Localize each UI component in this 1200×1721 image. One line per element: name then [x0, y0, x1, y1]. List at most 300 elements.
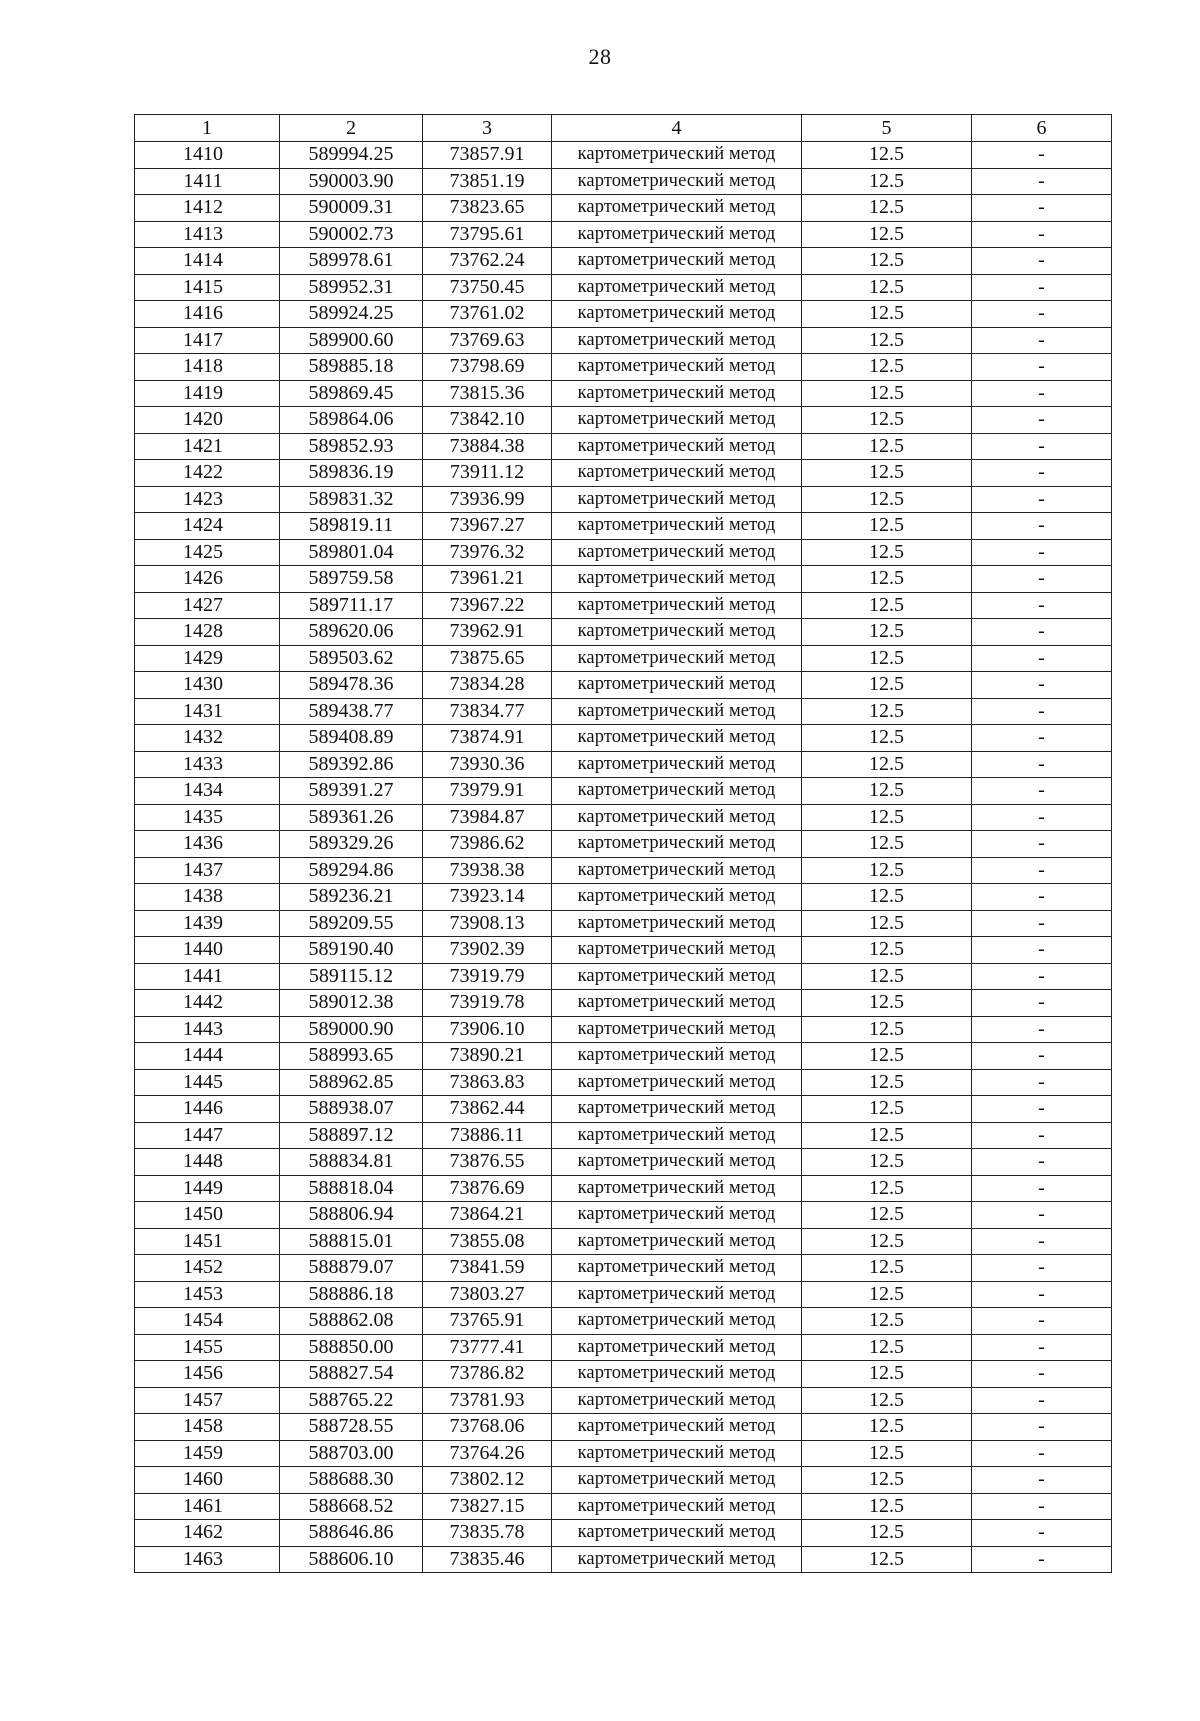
x-coordinate-cell: 589952.31 — [280, 274, 423, 301]
method-cell: картометрический метод — [552, 1546, 802, 1573]
y-coordinate-cell: 73835.78 — [423, 1520, 552, 1547]
note-cell: - — [972, 1069, 1112, 1096]
accuracy-cell: 12.5 — [802, 1387, 972, 1414]
note-cell: - — [972, 380, 1112, 407]
method-cell: картометрический метод — [552, 1387, 802, 1414]
y-coordinate-cell: 73851.19 — [423, 168, 552, 195]
note-cell: - — [972, 645, 1112, 672]
method-cell: картометрический метод — [552, 566, 802, 593]
y-coordinate-cell: 73815.36 — [423, 380, 552, 407]
point-number-cell: 1447 — [135, 1122, 280, 1149]
accuracy-cell: 12.5 — [802, 433, 972, 460]
note-cell: - — [972, 751, 1112, 778]
x-coordinate-cell: 589392.86 — [280, 751, 423, 778]
accuracy-cell: 12.5 — [802, 831, 972, 858]
point-number-cell: 1412 — [135, 195, 280, 222]
y-coordinate-cell: 73979.91 — [423, 778, 552, 805]
accuracy-cell: 12.5 — [802, 1255, 972, 1282]
accuracy-cell: 12.5 — [802, 407, 972, 434]
y-coordinate-cell: 73855.08 — [423, 1228, 552, 1255]
point-number-cell: 1445 — [135, 1069, 280, 1096]
note-cell: - — [972, 1043, 1112, 1070]
y-coordinate-cell: 73876.55 — [423, 1149, 552, 1176]
point-number-cell: 1421 — [135, 433, 280, 460]
y-coordinate-cell: 73919.79 — [423, 963, 552, 990]
accuracy-cell: 12.5 — [802, 751, 972, 778]
coordinates-table — [134, 114, 1112, 1573]
method-cell: картометрический метод — [552, 592, 802, 619]
table-row — [135, 1493, 1112, 1520]
accuracy-cell: 12.5 — [802, 1096, 972, 1123]
table-row — [135, 725, 1112, 752]
y-coordinate-cell: 73906.10 — [423, 1016, 552, 1043]
table-row — [135, 592, 1112, 619]
point-number-cell: 1459 — [135, 1440, 280, 1467]
method-cell: картометрический метод — [552, 1069, 802, 1096]
x-coordinate-cell: 589852.93 — [280, 433, 423, 460]
note-cell: - — [972, 274, 1112, 301]
accuracy-cell: 12.5 — [802, 1016, 972, 1043]
point-number-cell: 1434 — [135, 778, 280, 805]
y-coordinate-cell: 73750.45 — [423, 274, 552, 301]
table-row — [135, 327, 1112, 354]
method-cell: картометрический метод — [552, 910, 802, 937]
table-row — [135, 1361, 1112, 1388]
method-cell: картометрический метод — [552, 301, 802, 328]
x-coordinate-cell: 588938.07 — [280, 1096, 423, 1123]
method-cell: картометрический метод — [552, 1440, 802, 1467]
method-cell: картометрический метод — [552, 831, 802, 858]
table-row — [135, 778, 1112, 805]
table-row — [135, 221, 1112, 248]
x-coordinate-cell: 588728.55 — [280, 1414, 423, 1441]
x-coordinate-cell: 588827.54 — [280, 1361, 423, 1388]
point-number-cell: 1419 — [135, 380, 280, 407]
table-row — [135, 407, 1112, 434]
header-cell-1: 1 — [135, 115, 280, 142]
note-cell: - — [972, 990, 1112, 1017]
method-cell: картометрический метод — [552, 1281, 802, 1308]
x-coordinate-cell: 588962.85 — [280, 1069, 423, 1096]
method-cell: картометрический метод — [552, 327, 802, 354]
note-cell: - — [972, 1520, 1112, 1547]
table-row — [135, 539, 1112, 566]
note-cell: - — [972, 168, 1112, 195]
accuracy-cell: 12.5 — [802, 778, 972, 805]
x-coordinate-cell: 589408.89 — [280, 725, 423, 752]
accuracy-cell: 12.5 — [802, 1546, 972, 1573]
note-cell: - — [972, 778, 1112, 805]
x-coordinate-cell: 588850.00 — [280, 1334, 423, 1361]
y-coordinate-cell: 73884.38 — [423, 433, 552, 460]
accuracy-cell: 12.5 — [802, 1414, 972, 1441]
y-coordinate-cell: 73986.62 — [423, 831, 552, 858]
accuracy-cell: 12.5 — [802, 566, 972, 593]
table-row — [135, 619, 1112, 646]
method-cell: картометрический метод — [552, 884, 802, 911]
point-number-cell: 1435 — [135, 804, 280, 831]
table-row — [135, 1043, 1112, 1070]
point-number-cell: 1432 — [135, 725, 280, 752]
x-coordinate-cell: 589115.12 — [280, 963, 423, 990]
point-number-cell: 1446 — [135, 1096, 280, 1123]
x-coordinate-cell: 589209.55 — [280, 910, 423, 937]
y-coordinate-cell: 73962.91 — [423, 619, 552, 646]
point-number-cell: 1451 — [135, 1228, 280, 1255]
y-coordinate-cell: 73798.69 — [423, 354, 552, 381]
method-cell: картометрический метод — [552, 274, 802, 301]
method-cell: картометрический метод — [552, 1202, 802, 1229]
table-row — [135, 990, 1112, 1017]
y-coordinate-cell: 73834.28 — [423, 672, 552, 699]
accuracy-cell: 12.5 — [802, 1361, 972, 1388]
y-coordinate-cell: 73936.99 — [423, 486, 552, 513]
x-coordinate-cell: 588815.01 — [280, 1228, 423, 1255]
table-row — [135, 513, 1112, 540]
y-coordinate-cell: 73781.93 — [423, 1387, 552, 1414]
method-cell: картометрический метод — [552, 433, 802, 460]
point-number-cell: 1441 — [135, 963, 280, 990]
method-cell: картометрический метод — [552, 1096, 802, 1123]
note-cell: - — [972, 433, 1112, 460]
method-cell: картометрический метод — [552, 619, 802, 646]
table-row — [135, 1149, 1112, 1176]
y-coordinate-cell: 73930.36 — [423, 751, 552, 778]
point-number-cell: 1454 — [135, 1308, 280, 1335]
method-cell: картометрический метод — [552, 248, 802, 275]
note-cell: - — [972, 1334, 1112, 1361]
point-number-cell: 1431 — [135, 698, 280, 725]
method-cell: картометрический метод — [552, 1467, 802, 1494]
x-coordinate-cell: 588886.18 — [280, 1281, 423, 1308]
method-cell: картометрический метод — [552, 407, 802, 434]
note-cell: - — [972, 1467, 1112, 1494]
y-coordinate-cell: 73769.63 — [423, 327, 552, 354]
table-row — [135, 195, 1112, 222]
table-row — [135, 1016, 1112, 1043]
point-number-cell: 1422 — [135, 460, 280, 487]
y-coordinate-cell: 73919.78 — [423, 990, 552, 1017]
point-number-cell: 1453 — [135, 1281, 280, 1308]
table-row — [135, 354, 1112, 381]
table-row — [135, 1520, 1112, 1547]
x-coordinate-cell: 589836.19 — [280, 460, 423, 487]
table-row — [135, 460, 1112, 487]
accuracy-cell: 12.5 — [802, 248, 972, 275]
y-coordinate-cell: 73842.10 — [423, 407, 552, 434]
x-coordinate-cell: 589831.32 — [280, 486, 423, 513]
note-cell: - — [972, 804, 1112, 831]
point-number-cell: 1420 — [135, 407, 280, 434]
note-cell: - — [972, 884, 1112, 911]
accuracy-cell: 12.5 — [802, 1520, 972, 1547]
table-row — [135, 963, 1112, 990]
note-cell: - — [972, 1440, 1112, 1467]
table-row — [135, 1228, 1112, 1255]
table-row — [135, 248, 1112, 275]
table-row — [135, 937, 1112, 964]
accuracy-cell: 12.5 — [802, 380, 972, 407]
accuracy-cell: 12.5 — [802, 1281, 972, 1308]
point-number-cell: 1449 — [135, 1175, 280, 1202]
x-coordinate-cell: 589329.26 — [280, 831, 423, 858]
x-coordinate-cell: 589012.38 — [280, 990, 423, 1017]
method-cell: картометрический метод — [552, 857, 802, 884]
y-coordinate-cell: 73886.11 — [423, 1122, 552, 1149]
method-cell: картометрический метод — [552, 168, 802, 195]
header-cell-4: 4 — [552, 115, 802, 142]
note-cell: - — [972, 1308, 1112, 1335]
x-coordinate-cell: 590009.31 — [280, 195, 423, 222]
y-coordinate-cell: 73762.24 — [423, 248, 552, 275]
method-cell: картометрический метод — [552, 354, 802, 381]
note-cell: - — [972, 963, 1112, 990]
point-number-cell: 1444 — [135, 1043, 280, 1070]
x-coordinate-cell: 589000.90 — [280, 1016, 423, 1043]
y-coordinate-cell: 73765.91 — [423, 1308, 552, 1335]
table-row — [135, 1096, 1112, 1123]
table-row — [135, 1122, 1112, 1149]
note-cell: - — [972, 460, 1112, 487]
y-coordinate-cell: 73841.59 — [423, 1255, 552, 1282]
x-coordinate-cell: 589924.25 — [280, 301, 423, 328]
x-coordinate-cell: 589885.18 — [280, 354, 423, 381]
method-cell: картометрический метод — [552, 380, 802, 407]
header-row — [135, 115, 1112, 142]
note-cell: - — [972, 248, 1112, 275]
note-cell: - — [972, 1281, 1112, 1308]
y-coordinate-cell: 73923.14 — [423, 884, 552, 911]
note-cell: - — [972, 195, 1112, 222]
x-coordinate-cell: 589190.40 — [280, 937, 423, 964]
y-coordinate-cell: 73967.27 — [423, 513, 552, 540]
method-cell: картометрический метод — [552, 1122, 802, 1149]
method-cell: картометрический метод — [552, 1334, 802, 1361]
accuracy-cell: 12.5 — [802, 354, 972, 381]
table-row — [135, 433, 1112, 460]
y-coordinate-cell: 73908.13 — [423, 910, 552, 937]
table-header — [135, 115, 1112, 142]
note-cell: - — [972, 1255, 1112, 1282]
y-coordinate-cell: 73967.22 — [423, 592, 552, 619]
x-coordinate-cell: 588879.07 — [280, 1255, 423, 1282]
method-cell: картометрический метод — [552, 725, 802, 752]
method-cell: картометрический метод — [552, 672, 802, 699]
accuracy-cell: 12.5 — [802, 857, 972, 884]
method-cell: картометрический метод — [552, 751, 802, 778]
table-row — [135, 301, 1112, 328]
point-number-cell: 1425 — [135, 539, 280, 566]
point-number-cell: 1414 — [135, 248, 280, 275]
note-cell: - — [972, 1175, 1112, 1202]
y-coordinate-cell: 73857.91 — [423, 142, 552, 169]
y-coordinate-cell: 73961.21 — [423, 566, 552, 593]
point-number-cell: 1450 — [135, 1202, 280, 1229]
table-row — [135, 1175, 1112, 1202]
accuracy-cell: 12.5 — [802, 1175, 972, 1202]
x-coordinate-cell: 589759.58 — [280, 566, 423, 593]
y-coordinate-cell: 73890.21 — [423, 1043, 552, 1070]
note-cell: - — [972, 857, 1112, 884]
method-cell: картометрический метод — [552, 963, 802, 990]
header-cell-3: 3 — [423, 115, 552, 142]
note-cell: - — [972, 1493, 1112, 1520]
accuracy-cell: 12.5 — [802, 195, 972, 222]
page-number: 28 — [588, 44, 612, 69]
table-row — [135, 1255, 1112, 1282]
method-cell: картометрический метод — [552, 698, 802, 725]
point-number-cell: 1462 — [135, 1520, 280, 1547]
accuracy-cell: 12.5 — [802, 910, 972, 937]
accuracy-cell: 12.5 — [802, 592, 972, 619]
table-row — [135, 1069, 1112, 1096]
point-number-cell: 1415 — [135, 274, 280, 301]
note-cell: - — [972, 1387, 1112, 1414]
table-row — [135, 1202, 1112, 1229]
method-cell: картометрический метод — [552, 1016, 802, 1043]
y-coordinate-cell: 73911.12 — [423, 460, 552, 487]
method-cell: картометрический метод — [552, 1493, 802, 1520]
x-coordinate-cell: 589978.61 — [280, 248, 423, 275]
header-cell-2: 2 — [280, 115, 423, 142]
note-cell: - — [972, 1361, 1112, 1388]
note-cell: - — [972, 1414, 1112, 1441]
point-number-cell: 1440 — [135, 937, 280, 964]
accuracy-cell: 12.5 — [802, 221, 972, 248]
point-number-cell: 1443 — [135, 1016, 280, 1043]
table-row — [135, 751, 1112, 778]
x-coordinate-cell: 589236.21 — [280, 884, 423, 911]
method-cell: картометрический метод — [552, 1361, 802, 1388]
accuracy-cell: 12.5 — [802, 645, 972, 672]
note-cell: - — [972, 221, 1112, 248]
x-coordinate-cell: 588703.00 — [280, 1440, 423, 1467]
point-number-cell: 1437 — [135, 857, 280, 884]
x-coordinate-cell: 588646.86 — [280, 1520, 423, 1547]
table-row — [135, 1414, 1112, 1441]
x-coordinate-cell: 588993.65 — [280, 1043, 423, 1070]
table-row — [135, 486, 1112, 513]
note-cell: - — [972, 1149, 1112, 1176]
table-row — [135, 1308, 1112, 1335]
accuracy-cell: 12.5 — [802, 1440, 972, 1467]
point-number-cell: 1418 — [135, 354, 280, 381]
method-cell: картометрический метод — [552, 1175, 802, 1202]
y-coordinate-cell: 73786.82 — [423, 1361, 552, 1388]
method-cell: картометрический метод — [552, 645, 802, 672]
x-coordinate-cell: 589438.77 — [280, 698, 423, 725]
point-number-cell: 1461 — [135, 1493, 280, 1520]
y-coordinate-cell: 73902.39 — [423, 937, 552, 964]
note-cell: - — [972, 1228, 1112, 1255]
method-cell: картометрический метод — [552, 990, 802, 1017]
accuracy-cell: 12.5 — [802, 539, 972, 566]
table-row — [135, 168, 1112, 195]
x-coordinate-cell: 589819.11 — [280, 513, 423, 540]
point-number-cell: 1424 — [135, 513, 280, 540]
x-coordinate-cell: 588668.52 — [280, 1493, 423, 1520]
method-cell: картометрический метод — [552, 1228, 802, 1255]
table-row — [135, 1467, 1112, 1494]
note-cell: - — [972, 354, 1112, 381]
x-coordinate-cell: 590003.90 — [280, 168, 423, 195]
point-number-cell: 1427 — [135, 592, 280, 619]
table-row — [135, 142, 1112, 169]
method-cell: картометрический метод — [552, 937, 802, 964]
y-coordinate-cell: 73764.26 — [423, 1440, 552, 1467]
y-coordinate-cell: 73864.21 — [423, 1202, 552, 1229]
accuracy-cell: 12.5 — [802, 619, 972, 646]
accuracy-cell: 12.5 — [802, 460, 972, 487]
note-cell: - — [972, 698, 1112, 725]
table-row — [135, 1546, 1112, 1573]
accuracy-cell: 12.5 — [802, 168, 972, 195]
x-coordinate-cell: 589361.26 — [280, 804, 423, 831]
note-cell: - — [972, 1122, 1112, 1149]
method-cell: картометрический метод — [552, 1520, 802, 1547]
table-row — [135, 1387, 1112, 1414]
point-number-cell: 1457 — [135, 1387, 280, 1414]
point-number-cell: 1438 — [135, 884, 280, 911]
y-coordinate-cell: 73823.65 — [423, 195, 552, 222]
accuracy-cell: 12.5 — [802, 486, 972, 513]
note-cell: - — [972, 1202, 1112, 1229]
accuracy-cell: 12.5 — [802, 1202, 972, 1229]
method-cell: картометрический метод — [552, 1043, 802, 1070]
accuracy-cell: 12.5 — [802, 1493, 972, 1520]
note-cell: - — [972, 142, 1112, 169]
accuracy-cell: 12.5 — [802, 142, 972, 169]
x-coordinate-cell: 588862.08 — [280, 1308, 423, 1335]
point-number-cell: 1416 — [135, 301, 280, 328]
method-cell: картометрический метод — [552, 1414, 802, 1441]
accuracy-cell: 12.5 — [802, 1228, 972, 1255]
y-coordinate-cell: 73777.41 — [423, 1334, 552, 1361]
table-row — [135, 804, 1112, 831]
method-cell: картометрический метод — [552, 195, 802, 222]
header-cell-6: 6 — [972, 115, 1112, 142]
accuracy-cell: 12.5 — [802, 963, 972, 990]
x-coordinate-cell: 588688.30 — [280, 1467, 423, 1494]
table-row — [135, 1440, 1112, 1467]
note-cell: - — [972, 1096, 1112, 1123]
table-row — [135, 857, 1112, 884]
accuracy-cell: 12.5 — [802, 1149, 972, 1176]
header-cell-5: 5 — [802, 115, 972, 142]
table-row — [135, 910, 1112, 937]
x-coordinate-cell: 588806.94 — [280, 1202, 423, 1229]
x-coordinate-cell: 590002.73 — [280, 221, 423, 248]
point-number-cell: 1411 — [135, 168, 280, 195]
note-cell: - — [972, 831, 1112, 858]
accuracy-cell: 12.5 — [802, 672, 972, 699]
y-coordinate-cell: 73876.69 — [423, 1175, 552, 1202]
note-cell: - — [972, 910, 1112, 937]
accuracy-cell: 12.5 — [802, 1043, 972, 1070]
method-cell: картометрический метод — [552, 778, 802, 805]
accuracy-cell: 12.5 — [802, 1308, 972, 1335]
point-number-cell: 1433 — [135, 751, 280, 778]
x-coordinate-cell: 589711.17 — [280, 592, 423, 619]
note-cell: - — [972, 539, 1112, 566]
x-coordinate-cell: 589620.06 — [280, 619, 423, 646]
y-coordinate-cell: 73835.46 — [423, 1546, 552, 1573]
note-cell: - — [972, 486, 1112, 513]
accuracy-cell: 12.5 — [802, 804, 972, 831]
y-coordinate-cell: 73834.77 — [423, 698, 552, 725]
note-cell: - — [972, 725, 1112, 752]
note-cell: - — [972, 672, 1112, 699]
